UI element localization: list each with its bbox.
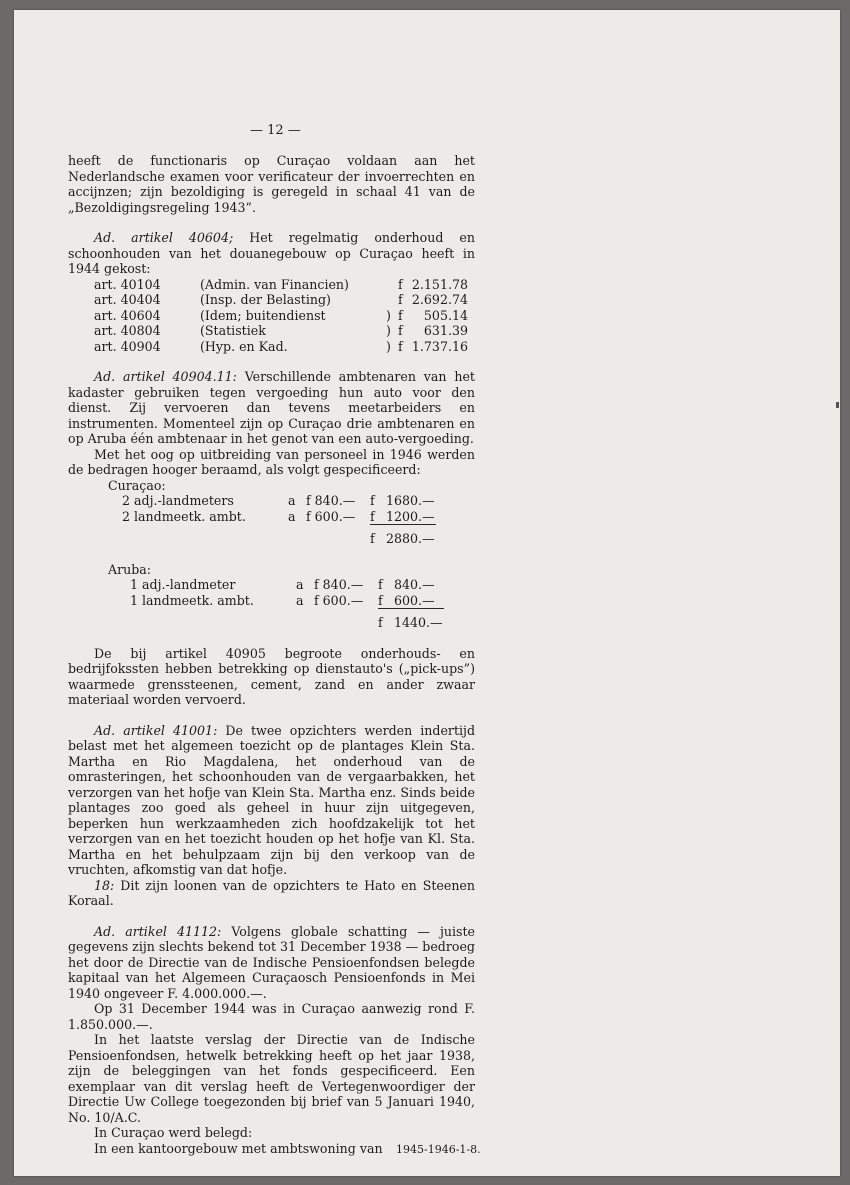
section-text: De twee opzichters werden indertijd belast met het algemeen toezicht op de plantages Klein Sta. Martha en Rio Magdalena, het onderhoud van de omrasteringen, het schoonhouden van de vergaarbakken, het verzorgen van het hofje van Klein Sta. Martha enz. Sinds beide plantages zoo goed als geheel in huur zijn uitgegeven, beperken hun werkzaamheden zich hoofdzakelijk tot het verzorgen van en het toezicht houden op het hofje van Kl. Sta. Martha en het behulpzaam zijn bij den verkoop van de vruchten, afkomstig van dat hofje. — [68, 722, 476, 877]
footer-code: 1945-1946-1-8. — [396, 1143, 481, 1156]
unit-price: f 600.— — [306, 508, 356, 524]
sum-row — [76, 609, 444, 631]
unit-price: f 840.— — [314, 577, 364, 592]
closing-bracket: ) — [386, 323, 391, 338]
currency: f — [398, 292, 403, 307]
article-ref: Ad. artikel 41112: — [94, 923, 222, 939]
article-description: (Hyp. en Kad. — [200, 338, 288, 354]
position-name: 2 adj.-landmeters — [122, 493, 234, 508]
salary-row — [68, 509, 436, 525]
article-number: art. 40404 — [94, 292, 161, 307]
unit-price: f 600.— — [314, 592, 364, 608]
paragraph: In het laatste verslag der Directie van de Indische Pensioenfondsen, hetwelk betrekking heeft op het jaar 1938, zijn de beleggingen van het fonds gespecificeerd. Een exemplaar van dit verslag heeft de Vertegenwoordiger der Directie Uw College toegezonden bij brief van 5 Januari 1940, No. 10/A.C. — [68, 1032, 475, 1125]
cost-row — [68, 323, 468, 339]
document-page — [14, 10, 840, 1176]
cost-row — [68, 308, 468, 324]
section-text: Verschillende ambtenaren van het kadaster gebruiken tegen vergoeding hun auto voor den dienst. Zij vervoeren dan tevens meetarbeiders en instrumenten. Momenteel zijn op Curaçao drie ambtenaren en op Aruba één ambtenaar in het genot van een auto-vergoeding. — [68, 369, 475, 446]
paragraph: In Curaçao werd belegd: — [94, 1125, 253, 1140]
section-40904-11 — [68, 369, 475, 447]
currency: f — [398, 323, 403, 338]
closing-bracket: ) — [386, 307, 391, 323]
amount: 2.151.78 — [411, 276, 468, 292]
sum-value: 1440.— — [394, 615, 443, 630]
subsection-18 — [68, 878, 475, 909]
unit-price: f 840.— — [306, 493, 356, 508]
article-ref: Ad. artikel 40904.11: — [94, 369, 237, 384]
rate-prefix: a — [288, 508, 296, 524]
article-number: art. 40804 — [94, 323, 161, 338]
paragraph: De bij artikel 40905 begroote onderhouds- en bedrijfokssten hebben betrekking op dienstauto's („pick-ups”) waarmede grenssteenen, cement, zand en ander zwaar materiaal worden vervoerd. — [68, 645, 475, 707]
salary-row — [68, 493, 436, 509]
aruba-label: Aruba: — [108, 561, 152, 577]
amount: 1.737.16 — [411, 338, 468, 354]
section-41001 — [68, 723, 475, 878]
currency: f — [398, 276, 403, 292]
cost-row — [68, 339, 468, 355]
salary-row — [76, 593, 444, 609]
paragraph: Op 31 December 1944 was in Curaçao aanwezig rond F. 1.850.000.—. — [68, 1001, 475, 1032]
article-ref: Ad. artikel 40604; — [94, 230, 234, 245]
sum-value: 2880.— — [386, 531, 435, 546]
article-description: (Insp. der Belasting) — [200, 292, 331, 307]
section-40604 — [68, 230, 475, 277]
amount: 2.692.74 — [411, 292, 468, 307]
row-total: 600.— — [394, 592, 435, 608]
cost-row — [68, 277, 468, 293]
article-description: (Statistiek — [200, 323, 266, 338]
section-41112 — [68, 924, 475, 1002]
cost-row — [68, 292, 468, 308]
position-name: 1 adj.-landmeter — [130, 577, 236, 592]
article-number: art. 40904 — [94, 338, 161, 354]
intro-paragraph: heeft de functionaris op Curaçao voldaan aan het Nederlandsche examen voor verificateur der invoerrechten en accijnzen; zijn bezoldiging is geregeld in schaal 41 van de „Bezoldigingsregeling 1943”. — [68, 153, 475, 215]
currency: f — [370, 493, 375, 508]
currency: f — [378, 577, 383, 592]
currency: f — [370, 531, 375, 546]
article-number: art. 40104 — [94, 276, 161, 292]
cost-table — [68, 277, 468, 355]
rate-prefix: a — [296, 577, 304, 592]
position-name: 2 landmeetk. ambt. — [122, 508, 246, 524]
aruba-table — [76, 577, 444, 631]
currency: f — [398, 307, 403, 323]
curacao-table — [68, 493, 436, 547]
closing-bracket — [386, 292, 398, 308]
currency: f — [378, 615, 383, 630]
currency: f — [398, 338, 403, 354]
paragraph: In een kantoorgebouw met ambtswoning van — [94, 1140, 383, 1156]
sum-row — [68, 525, 436, 547]
section-text: Volgens globale schatting — juiste gegevens zijn slechts bekend tot 31 December 1938 — bedroeg het door de Directie van de Indische Pensioenfondsen belegde kapitaal van het Algemeen Curaçaosch Pensioenfonds in Mei 1940 ongeveer F. 4.000.000.—. — [68, 923, 476, 1001]
amount: 505.14 — [423, 307, 468, 323]
page-number: — 12 — — [250, 123, 301, 138]
salary-row — [76, 577, 444, 593]
article-ref: Ad. artikel 41001: — [94, 722, 218, 738]
section-text: Het regelmatig onderhoud en schoonhouden van het douanegebouw op Curaçao heeft in 1944 gekost: — [68, 230, 475, 276]
rate-prefix: a — [288, 493, 296, 508]
row-total: 1680.— — [386, 493, 435, 508]
amount: 631.39 — [423, 323, 468, 338]
article-description: (Admin. van Financien) — [200, 276, 349, 292]
subarticle-ref: 18: — [94, 877, 115, 893]
currency: f — [370, 508, 375, 524]
position-name: 1 landmeetk. ambt. — [130, 592, 254, 608]
row-total: 1200.— — [386, 508, 435, 524]
rate-prefix: a — [296, 592, 304, 608]
closing-bracket — [386, 277, 398, 293]
currency: f — [378, 592, 383, 608]
margin-mark — [836, 402, 839, 408]
curacao-label: Curaçao: — [108, 477, 166, 493]
closing-bracket: ) — [386, 338, 391, 354]
article-number: art. 40604 — [94, 307, 161, 323]
article-description: (Idem; buitendienst — [200, 307, 326, 323]
document-body — [68, 153, 475, 1156]
paragraph: Met het oog op uitbreiding van personeel in 1946 werden de bedragen hooger beraamd, als volgt gespecificeerd: — [68, 446, 475, 477]
row-total: 840.— — [394, 577, 435, 592]
section-text: Dit zijn loonen van de opzichters te Hato en Steenen Koraal. — [68, 877, 475, 908]
